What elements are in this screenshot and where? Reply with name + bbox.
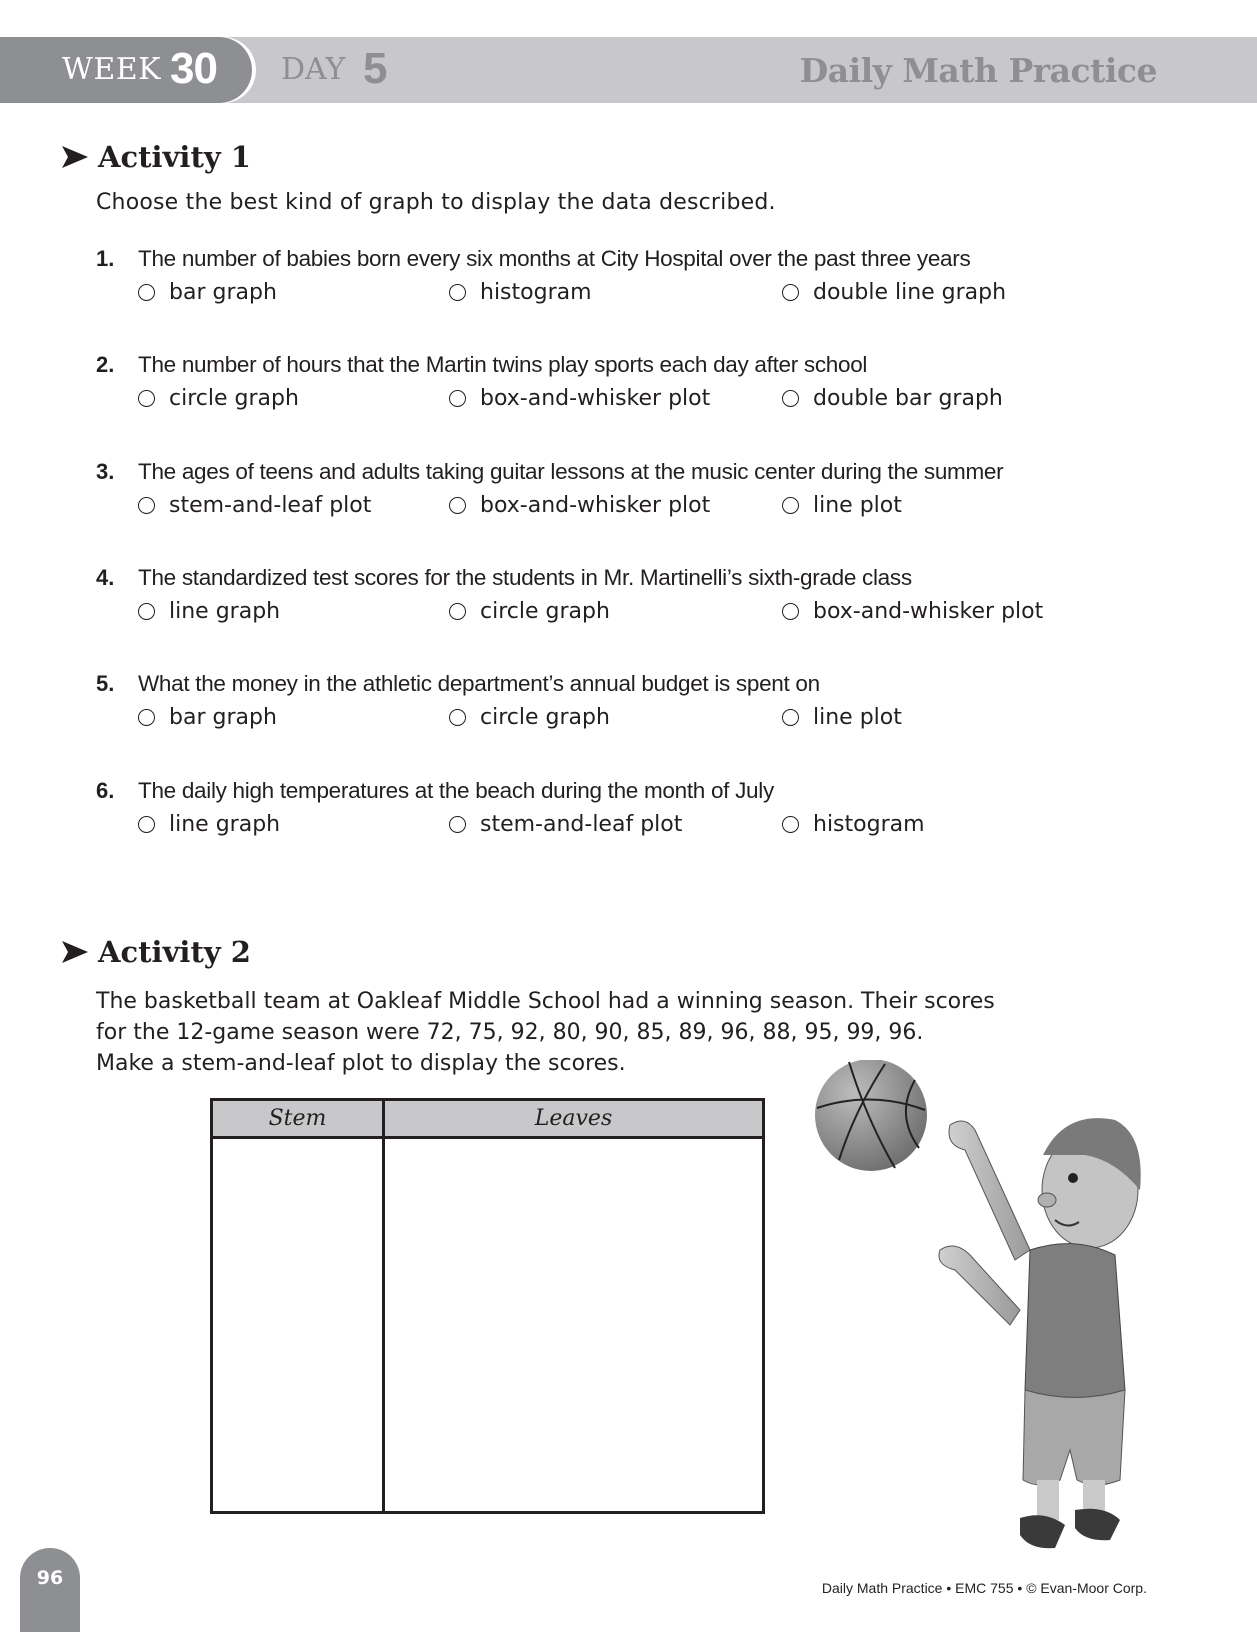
option-label: box-and-whisker plot <box>480 386 711 411</box>
activity-2-title: Activity 2 <box>98 935 251 969</box>
radio-circle-icon[interactable] <box>782 709 799 726</box>
question-3 <box>96 459 1196 527</box>
question-number: 5. <box>96 671 115 696</box>
question-text: The ages of teens and adults taking guitar lessons at the music center during the summer <box>138 459 1004 484</box>
option-label: double line graph <box>813 280 1007 305</box>
basketball-player-icon <box>815 1060 1165 1550</box>
leaves-header: Leaves <box>534 1106 613 1131</box>
option-radio[interactable] <box>782 705 902 730</box>
option-label: circle graph <box>480 705 610 730</box>
brand-title: Daily Math Practice <box>799 51 1157 90</box>
radio-circle-icon[interactable] <box>138 284 155 301</box>
radio-circle-icon[interactable] <box>449 603 466 620</box>
option-radio[interactable] <box>782 493 902 518</box>
option-radio[interactable] <box>449 280 592 305</box>
arrow-right-icon <box>62 941 88 963</box>
option-radio[interactable] <box>138 280 277 305</box>
radio-circle-icon[interactable] <box>782 497 799 514</box>
activity-2-heading <box>62 935 251 969</box>
option-radio[interactable] <box>138 493 371 518</box>
option-radio[interactable] <box>138 386 299 411</box>
option-label: histogram <box>480 280 592 305</box>
basketball-icon <box>815 1060 927 1171</box>
question-text: What the money in the athletic department’s annual budget is spent on <box>138 671 820 696</box>
radio-circle-icon[interactable] <box>782 603 799 620</box>
instruction-line: Make a stem-and-leaf plot to display the scores. <box>96 1051 626 1076</box>
option-label: box-and-whisker plot <box>480 493 711 518</box>
option-label: line plot <box>813 493 902 518</box>
footer-credit: Daily Math Practice • EMC 755 • © Evan-Moor Corp. <box>821 1580 1147 1596</box>
option-label: line plot <box>813 705 902 730</box>
radio-circle-icon[interactable] <box>138 390 155 407</box>
option-radio[interactable] <box>782 386 1003 411</box>
question-number: 1. <box>96 246 115 271</box>
question-5 <box>96 671 1196 739</box>
question-number: 2. <box>96 352 115 377</box>
week-label: WEEK <box>62 52 162 87</box>
option-radio[interactable] <box>449 812 682 837</box>
activity-1-instructions: Choose the best kind of graph to display the data described. <box>96 190 776 215</box>
option-label: histogram <box>813 812 925 837</box>
stem-and-leaf-table <box>210 1098 765 1514</box>
option-radio[interactable] <box>782 280 1006 305</box>
option-radio[interactable] <box>138 812 280 837</box>
question-text: The daily high temperatures at the beach during the month of July <box>138 778 774 803</box>
option-radio[interactable] <box>449 705 610 730</box>
radio-circle-icon[interactable] <box>138 816 155 833</box>
arrow-right-icon <box>62 146 88 168</box>
stem-header: Stem <box>213 1101 385 1136</box>
page-number: 96 <box>36 1567 64 1589</box>
question-text: The number of hours that the Martin twins play sports each day after school <box>138 352 868 377</box>
option-radio[interactable] <box>449 386 710 411</box>
option-label: line graph <box>169 812 281 837</box>
radio-circle-icon[interactable] <box>782 816 799 833</box>
radio-circle-icon[interactable] <box>449 497 466 514</box>
option-label: bar graph <box>169 280 277 305</box>
question-2 <box>96 352 1196 420</box>
leaves-answer-area[interactable] <box>385 1139 762 1511</box>
day-label: DAY <box>281 52 346 87</box>
stem-answer-area[interactable] <box>213 1139 385 1511</box>
radio-circle-icon[interactable] <box>138 497 155 514</box>
instruction-line: for the 12-game season were 72, 75, 92, 80, 90, 85, 89, 96, 88, 95, 99, 96. <box>96 1020 924 1045</box>
question-6 <box>96 778 1196 846</box>
question-number: 3. <box>96 459 115 484</box>
instruction-line: The basketball team at Oakleaf Middle School had a winning season. Their scores <box>96 989 995 1014</box>
question-number: 4. <box>96 565 115 590</box>
option-radio[interactable] <box>782 599 1043 624</box>
option-label: bar graph <box>169 705 277 730</box>
radio-circle-icon[interactable] <box>138 709 155 726</box>
radio-circle-icon[interactable] <box>449 709 466 726</box>
option-radio[interactable] <box>782 812 925 837</box>
radio-circle-icon[interactable] <box>138 603 155 620</box>
option-label: circle graph <box>169 386 299 411</box>
question-number: 6. <box>96 778 115 803</box>
option-label: stem-and-leaf plot <box>169 493 372 518</box>
page-number-tab <box>20 1548 80 1632</box>
option-label: line graph <box>169 599 281 624</box>
option-label: box-and-whisker plot <box>813 599 1044 624</box>
day-number: 5 <box>363 44 388 93</box>
option-radio[interactable] <box>449 599 610 624</box>
question-text: The standardized test scores for the students in Mr. Martinelli’s sixth-grade class <box>138 565 912 590</box>
table-body <box>213 1139 762 1511</box>
activity-1-heading <box>62 140 251 174</box>
question-1 <box>96 246 1196 314</box>
question-4 <box>96 565 1196 633</box>
radio-circle-icon[interactable] <box>449 390 466 407</box>
radio-circle-icon[interactable] <box>449 284 466 301</box>
option-radio[interactable] <box>138 599 280 624</box>
option-label: double bar graph <box>813 386 1003 411</box>
week-number: 30 <box>170 44 217 93</box>
activity-1-title: Activity 1 <box>98 140 251 174</box>
option-radio[interactable] <box>138 705 277 730</box>
radio-circle-icon[interactable] <box>782 284 799 301</box>
option-label: circle graph <box>480 599 610 624</box>
question-text: The number of babies born every six months at City Hospital over the past three years <box>138 246 971 271</box>
radio-circle-icon[interactable] <box>449 816 466 833</box>
option-label: stem-and-leaf plot <box>480 812 683 837</box>
option-radio[interactable] <box>449 493 710 518</box>
radio-circle-icon[interactable] <box>782 390 799 407</box>
table-header-row <box>213 1101 762 1139</box>
